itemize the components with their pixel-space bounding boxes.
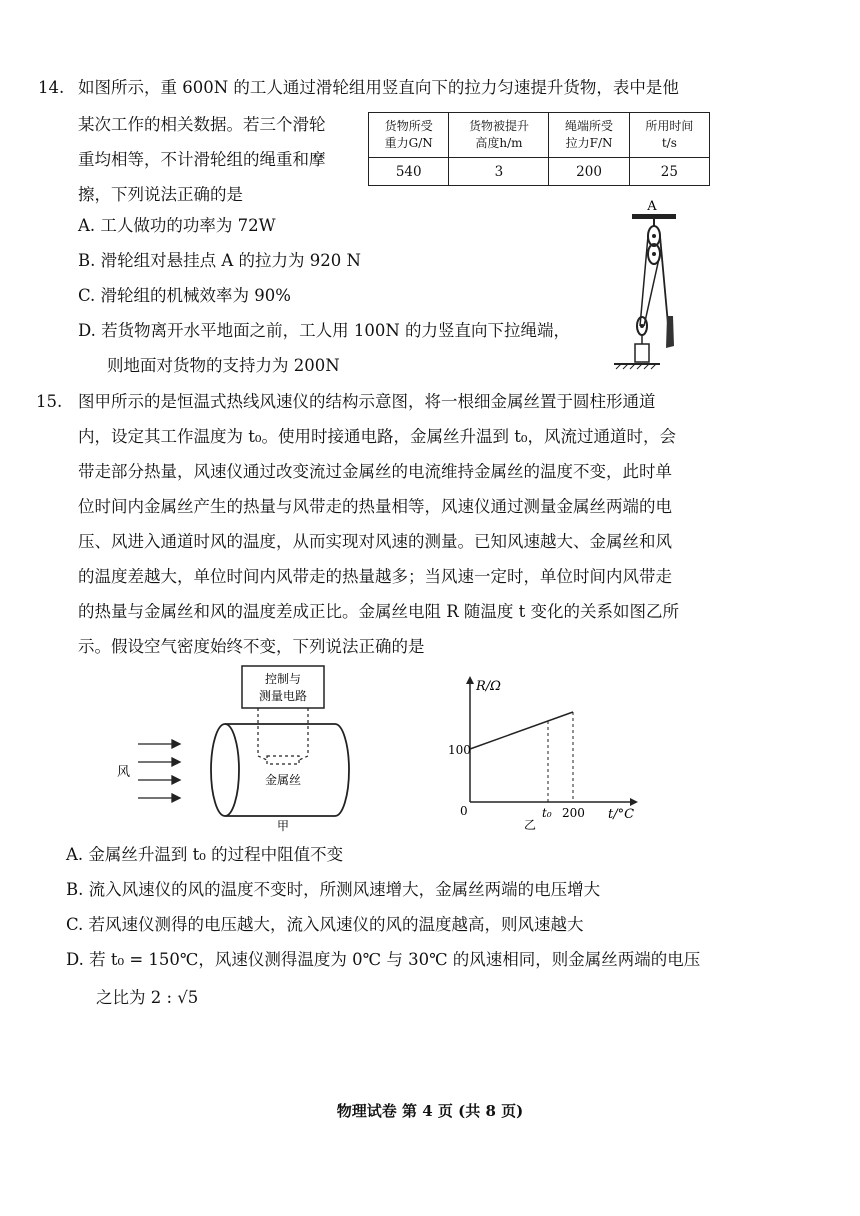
resistance-line: [470, 712, 573, 749]
question-14-option-d: D. 若货物离开水平地面之前，工人用 100N 的力竖直向下拉绳端，: [78, 321, 571, 340]
question-15-stem-line4: 位时间内金属丝产生的热量与风带走的热量相等，风速仪通过测量金属丝两端的电: [78, 497, 672, 516]
question-14-option-d-cont: 则地面对货物的支持力为 200N: [107, 356, 340, 375]
figure-jia-caption: 甲: [276, 819, 290, 833]
question-15-option-d-cont: 之比为 2 : √5: [96, 988, 199, 1007]
question-14-data-table: [368, 112, 710, 186]
table-cell-weight: 540: [369, 158, 449, 186]
question-15-stem-line6: 的温度差越大，单位时间内风带走的热量越多；当风速一定时，单位时间内风带走: [78, 567, 672, 586]
question-15-stem-line7: 的热量与金属丝和风的温度差成正比。金属丝电阻 R 随温度 t 变化的关系如图乙所: [78, 602, 680, 621]
question-15-option-a: A. 金属丝升温到 t₀ 的过程中阻值不变: [66, 845, 344, 864]
table-header-force: 绳端所受 拉力F/N: [549, 113, 629, 158]
y-axis-label: R/Ω: [476, 679, 501, 694]
question-15-option-d: D. 若 t₀ = 150℃，风速仪测得温度为 0℃ 与 30℃ 的风速相同，则金属丝两端的电压: [66, 950, 701, 969]
figure-yi-caption: 乙: [523, 818, 537, 832]
x-tick-200: 200: [562, 806, 585, 820]
question-14-number: 14.: [38, 78, 65, 97]
question-14-stem-line2: 某次工作的相关数据。若三个滑轮: [78, 115, 326, 134]
table-cell-force: 200: [549, 158, 629, 186]
x-axis-label: t/°C: [608, 807, 635, 822]
control-box-text-1: 控制与: [264, 672, 302, 686]
pulley-system-figure: [610, 196, 690, 370]
control-box-text-2: 测量电路: [258, 689, 308, 703]
question-15-stem-line5: 压、风进入通道时风的温度，从而实现对风速的测量。已知风速越大、金属丝和风: [78, 532, 672, 551]
question-14-option-c: C. 滑轮组的机械效率为 90%: [78, 286, 291, 305]
question-14-option-a: A. 工人做功的功率为 72W: [78, 216, 276, 235]
page-footer: 物理试卷 第 4 页 (共 8 页): [336, 1102, 524, 1120]
point-a-label: A: [647, 199, 657, 214]
x-tick-t0: t₀: [542, 806, 552, 820]
table-header-time: 所用时间 t/s: [629, 113, 709, 158]
table-cell-height: 3: [449, 158, 549, 186]
y-tick-100: 100: [448, 743, 471, 757]
question-15-option-b: B. 流入风速仪的风的温度不变时，所测风速增大，金属丝两端的电压增大: [66, 880, 601, 899]
question-15-stem-line1: 图甲所示的是恒温式热线风速仪的结构示意图，将一根细金属丝置于圆柱形通道: [78, 392, 656, 411]
question-15-stem-line8: 示。假设空气密度始终不变，下列说法正确的是: [78, 637, 425, 656]
question-14-stem-line4: 擦，下列说法正确的是: [78, 185, 243, 204]
wind-label: 风: [117, 765, 131, 780]
question-15-number: 15.: [36, 392, 63, 411]
table-header-weight: 货物所受 重力G/N: [369, 113, 449, 158]
figure-jia-anemometer: [117, 660, 370, 833]
question-15-stem-line2: 内，设定其工作温度为 t₀。使用时接通电路，金属丝升温到 t₀，风流过通道时，会: [78, 427, 676, 446]
question-14-stem-line1: 如图所示，重 600N 的工人通过滑轮组用竖直向下的拉力匀速提升货物，表中是他: [78, 78, 679, 97]
question-15-option-c: C. 若风速仪测得的电压越大，流入风速仪的风的温度越高，则风速越大: [66, 915, 584, 934]
question-15-stem-line3: 带走部分热量，风速仪通过改变流过金属丝的电流维持金属丝的温度不变，此时单: [78, 462, 672, 481]
metal-wire-label: 金属丝: [264, 773, 302, 787]
origin-label: 0: [460, 804, 468, 818]
table-header-height: 货物被提升 高度h/m: [449, 113, 549, 158]
question-14-stem-line3: 重均相等，不计滑轮组的绳重和摩: [78, 150, 326, 169]
figure-yi-resistance-graph: [440, 672, 650, 832]
question-14-option-b: B. 滑轮组对悬挂点 A 的拉力为 920 N: [78, 251, 361, 270]
table-cell-time: 25: [629, 158, 709, 186]
